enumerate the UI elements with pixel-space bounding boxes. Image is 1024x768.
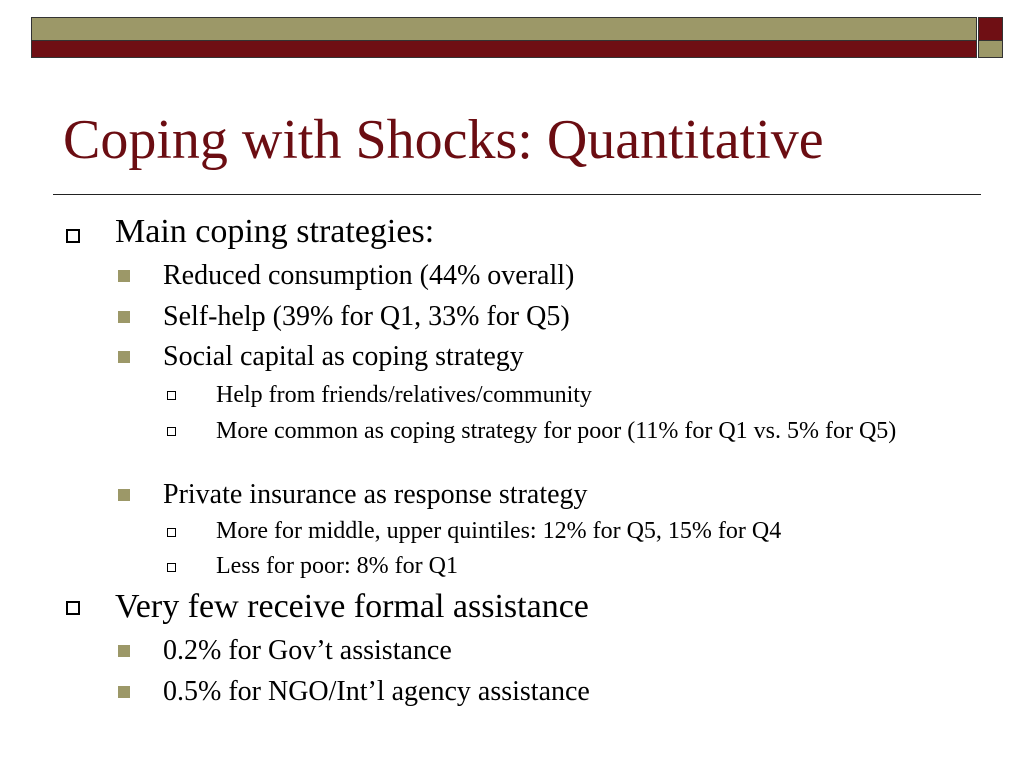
hollow-square-bullet-icon (66, 229, 80, 243)
header-bar-olive (31, 17, 977, 41)
header-square-maroon (978, 17, 1003, 41)
header-bar-maroon (31, 41, 977, 58)
filled-square-bullet-icon (118, 645, 130, 657)
bullet-help-from-friends: Help from friends/relatives/community (216, 382, 592, 408)
hollow-square-bullet-icon (167, 528, 176, 537)
bullet-less-for-poor: Less for poor: 8% for Q1 (216, 553, 458, 579)
filled-square-bullet-icon (118, 489, 130, 501)
header-square-olive (978, 41, 1003, 58)
bullet-private-insurance: Private insurance as response strategy (163, 479, 588, 510)
hollow-square-bullet-icon (167, 391, 176, 400)
filled-square-bullet-icon (118, 311, 130, 323)
hollow-square-bullet-icon (66, 601, 80, 615)
hollow-square-bullet-icon (167, 427, 176, 436)
bullet-main-coping-strategies: Main coping strategies: (115, 213, 435, 250)
bullet-reduced-consumption: Reduced consumption (44% overall) (163, 260, 575, 291)
bullet-ngo-agency-assistance: 0.5% for NGO/Int’l agency assistance (163, 676, 590, 707)
bullet-social-capital: Social capital as coping strategy (163, 341, 524, 372)
bullet-more-common-for-poor: More common as coping strategy for poor (11% for Q1 vs. 5% for Q5) (216, 418, 897, 444)
bullet-self-help: Self-help (39% for Q1, 33% for Q5) (163, 301, 570, 332)
filled-square-bullet-icon (118, 351, 130, 363)
bullet-middle-upper-quintiles: More for middle, upper quintiles: 12% for Q5, 15% for Q4 (216, 518, 782, 544)
bullet-govt-assistance: 0.2% for Gov’t assistance (163, 635, 452, 666)
title-divider (53, 194, 981, 195)
filled-square-bullet-icon (118, 686, 130, 698)
slide-title: Coping with Shocks: Quantitative (63, 109, 824, 171)
hollow-square-bullet-icon (167, 563, 176, 572)
filled-square-bullet-icon (118, 270, 130, 282)
bullet-very-few-formal-assistance: Very few receive formal assistance (115, 588, 589, 625)
